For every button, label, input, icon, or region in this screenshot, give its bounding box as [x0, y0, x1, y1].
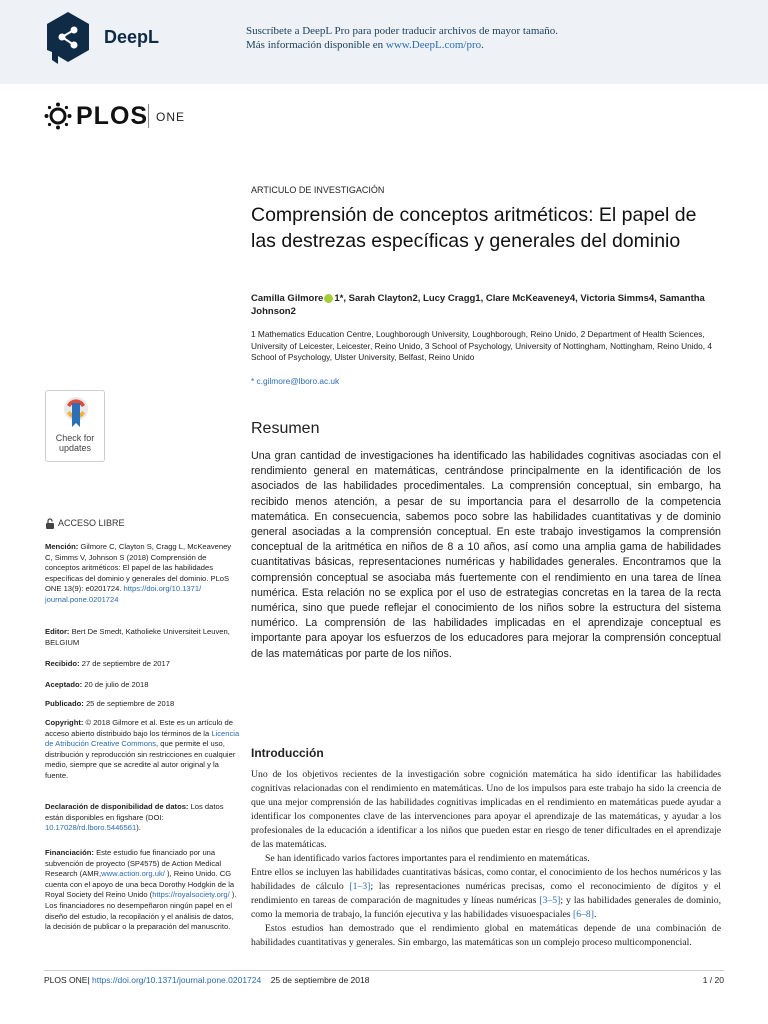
received-date: Recibido: 27 de septiembre de 2017: [45, 659, 170, 668]
funding-block: Financiación: Este estudio fue financiado por una subvención de proyecto (SP4575) de Action Medical Research (AMR,www.action.org.uk/ ), Reino Unido. CG cuenta con el apoyo de una beca Dorothy Hodgkin de la Royal Society del Reino Unido (https://royalsociety.org/ ). Los financiadores no desempeñaron ningún papel en el diseño del estudio, la recopilación y el análisis de datos, la decisión de publicar o la preparación del manuscrito.: [45, 848, 237, 932]
logo-divider: [148, 104, 149, 128]
author-list: Camilla Gilmore 1*, Sarah Clayton2, Lucy Cragg1, Clare McKeaveney4, Victoria Simms4, Samantha Johnson2: [251, 293, 705, 317]
introduction-heading: Introducción: [251, 746, 324, 760]
journal-sub-name: ONE: [156, 110, 186, 124]
bookmark-ribbon-icon: [60, 395, 92, 431]
abstract-text: Una gran cantidad de investigaciones ha identificado las habilidades cognitivas asociadas con el rendimiento general en matemáticas, centrándose principalmente en la identificación de los asociados de las habilidades procedimentales. La comprensión conceptual, sin embargo, ha recibido menos atención, a pesar de su importancia para el desarrollo de la competencia matemática. En consecuencia, sabemos poco sobre las habilidades cuantitativas y de dominio general asociadas a la comprensión conceptual. En este trabajo investigamos la comprensión conceptual de la aritmética en niños de 8 a 10 años, así como una amplia gama de habilidades cuantitativas básicas, representaciones numéricas y habilidades generales. Encontramos que la comprensión conceptual se asociaba más fuertemente con el rendimiento en una tarea de línea numérica. Esta relación no se explica por el uso de estrategias concretas en la tarea de la recta numérica, sino que puede reflejar el conocimiento de los niños sobre la estructura del sistema numérico. La comprensión de las habilidades implicadas en el aprendizaje conceptual es importante para apoyar los esfuerzos de los educadores para mejorar la comprensión conceptual de las matemáticas por parte de los niños.: [251, 450, 721, 660]
plos-logo-icon: [44, 102, 72, 130]
copyright-block: Copyright: © 2018 Gilmore et al. Este es un artículo de acceso abierto distribuido bajo los términos de la Licencia de Atribución Creative Commons, que permite el uso, distribución y reproducción sin restricciones en cualquier medio, siempre que se acredite al autor original y la fuente.: [45, 718, 240, 780]
citation-link[interactable]: [1–3]: [349, 881, 371, 892]
corresponding-email[interactable]: * c.gilmore@lboro.ac.uk: [251, 376, 340, 386]
figshare-doi-link[interactable]: 10.17028/rd.lboro.5446561: [45, 823, 137, 833]
orcid-icon[interactable]: [324, 294, 333, 303]
open-access-badge: ACCESO LIBRE: [45, 518, 240, 529]
citation-block: Mención: Gilmore C, Clayton S, Cragg L, McKeaveney C, Simms V, Johnson S (2018) Comprensión de conceptos aritméticos: El papel de las habilidades específicas del dominio y generales del dominio. PLoS ONE 13(9): e0201724. https://doi.org/10.1371/ journal.pone.0201724: [45, 542, 232, 604]
footer-date: 25 de septiembre de 2018: [270, 975, 370, 985]
introduction-body: [251, 768, 721, 950]
license-link[interactable]: Licencia de Atribución Creative Commons: [45, 728, 240, 749]
article-title: Comprensión de conceptos aritméticos: El papel de las destrezas específicas y generales del dominio: [251, 204, 697, 252]
article-type: ARTICULO DE INVESTIGACIÓN: [251, 185, 385, 195]
plos-wordmark: PLOS: [76, 102, 149, 130]
deepl-promo-text: [246, 24, 558, 52]
published-date: Publicado: 25 de septiembre de 2018: [45, 699, 175, 708]
page-number: 1 / 20: [702, 975, 724, 985]
intro-paragraph: Estos estudios han demostrado que el rendimiento global en matemáticas depende de una combinación de habilidades cuantitativas y generales. Sin embargo, las matemáticas son un complejo proceso multicomponencial.: [251, 923, 721, 948]
funder-link[interactable]: www.action.org.uk/: [101, 869, 165, 879]
page-footer: [44, 970, 724, 986]
promo-line-2: Más información disponible en www.DeepL.com/pro.: [246, 39, 484, 51]
citation-link[interactable]: [3–5]: [539, 895, 561, 906]
citation-doi-link[interactable]: https://doi.org/10.1371/ journal.pone.0201724: [45, 584, 202, 604]
intro-paragraph: Uno de los objetivos recientes de la investigación sobre cognición matemática ha sido identificar las habilidades cognitivas relacionadas con el rendimiento en matemáticas. Uno de los impulsos para este trabajo ha sido la creencia de que una mejor comprensión de las habilidades cognitivas implicadas en el rendimiento en matemáticas puede ayudar a identificar los componentes clave de las intervenciones para apoyar el aprendizaje de las matemáticas, y ayudar a los profesionales de la educación a identificar a los niños que pueden estar en riesgo de tener dificultades en el aprendizaje de las matemáticas.: [251, 769, 721, 850]
deepl-banner: [0, 0, 768, 84]
footer-doi-link[interactable]: https://doi.org/10.1371/journal.pone.0201724: [89, 975, 262, 985]
open-lock-icon: [45, 518, 55, 529]
citation-link[interactable]: [6–8]: [573, 909, 594, 920]
accepted-date: Aceptado: 20 de julio de 2018: [45, 680, 149, 689]
check-for-updates-badge[interactable]: [45, 390, 105, 462]
deepl-logo-icon[interactable]: [44, 10, 92, 66]
affiliations: 1 Mathematics Education Centre, Loughborough University, Loughborough, Reino Unido, 2 Department of Health Sciences, University of Leicester, Leicester, Reino Unido, 3 School of Psychology, University of Nottingham, Nottingham, Reino Unido, 4 School of Psychology, Ulster University, Belfast, Reino Unido: [251, 329, 713, 362]
funder-link[interactable]: https://royalsociety.org/: [152, 890, 230, 900]
intro-paragraph: Entre ellos se incluyen las habilidades cuantitativas básicas, como contar, el conocimiento de los hechos numéricos y las habilidades de cálculo [1–3]; las representaciones numéricas precisas, como el reconocimiento de dígitos y el rendimiento en tareas de comparación de magnitudes y líneas numéricas [3–5]; y las habilidades generales de dominio, como la memoria de trabajo, la función ejecutiva y las habilidades visuoespaciales [6–8].: [251, 867, 721, 920]
abstract-heading: Resumen: [251, 420, 320, 437]
footer-journal: PLOS ONE|: [44, 975, 90, 985]
check-for-updates-label: Check for updates: [55, 433, 95, 453]
promo-line-1: Suscríbete a DeepL Pro para poder traducir archivos de mayor tamaño.: [246, 25, 559, 37]
deepl-pro-link[interactable]: www.DeepL.com/pro: [385, 39, 482, 51]
deepl-brand-name: DeepL: [104, 27, 160, 47]
intro-paragraph: Se han identificado varios factores importantes para el rendimiento en matemáticas.: [265, 853, 590, 864]
data-availability-block: Declaración de disponibilidad de datos: Los datos están disponibles en figshare (DOI: 10.17028/rd.lboro.5446561).: [45, 802, 224, 833]
editor-block: Editor: Bert De Smedt, Katholieke Universiteit Leuven, BELGIUM: [45, 627, 230, 647]
